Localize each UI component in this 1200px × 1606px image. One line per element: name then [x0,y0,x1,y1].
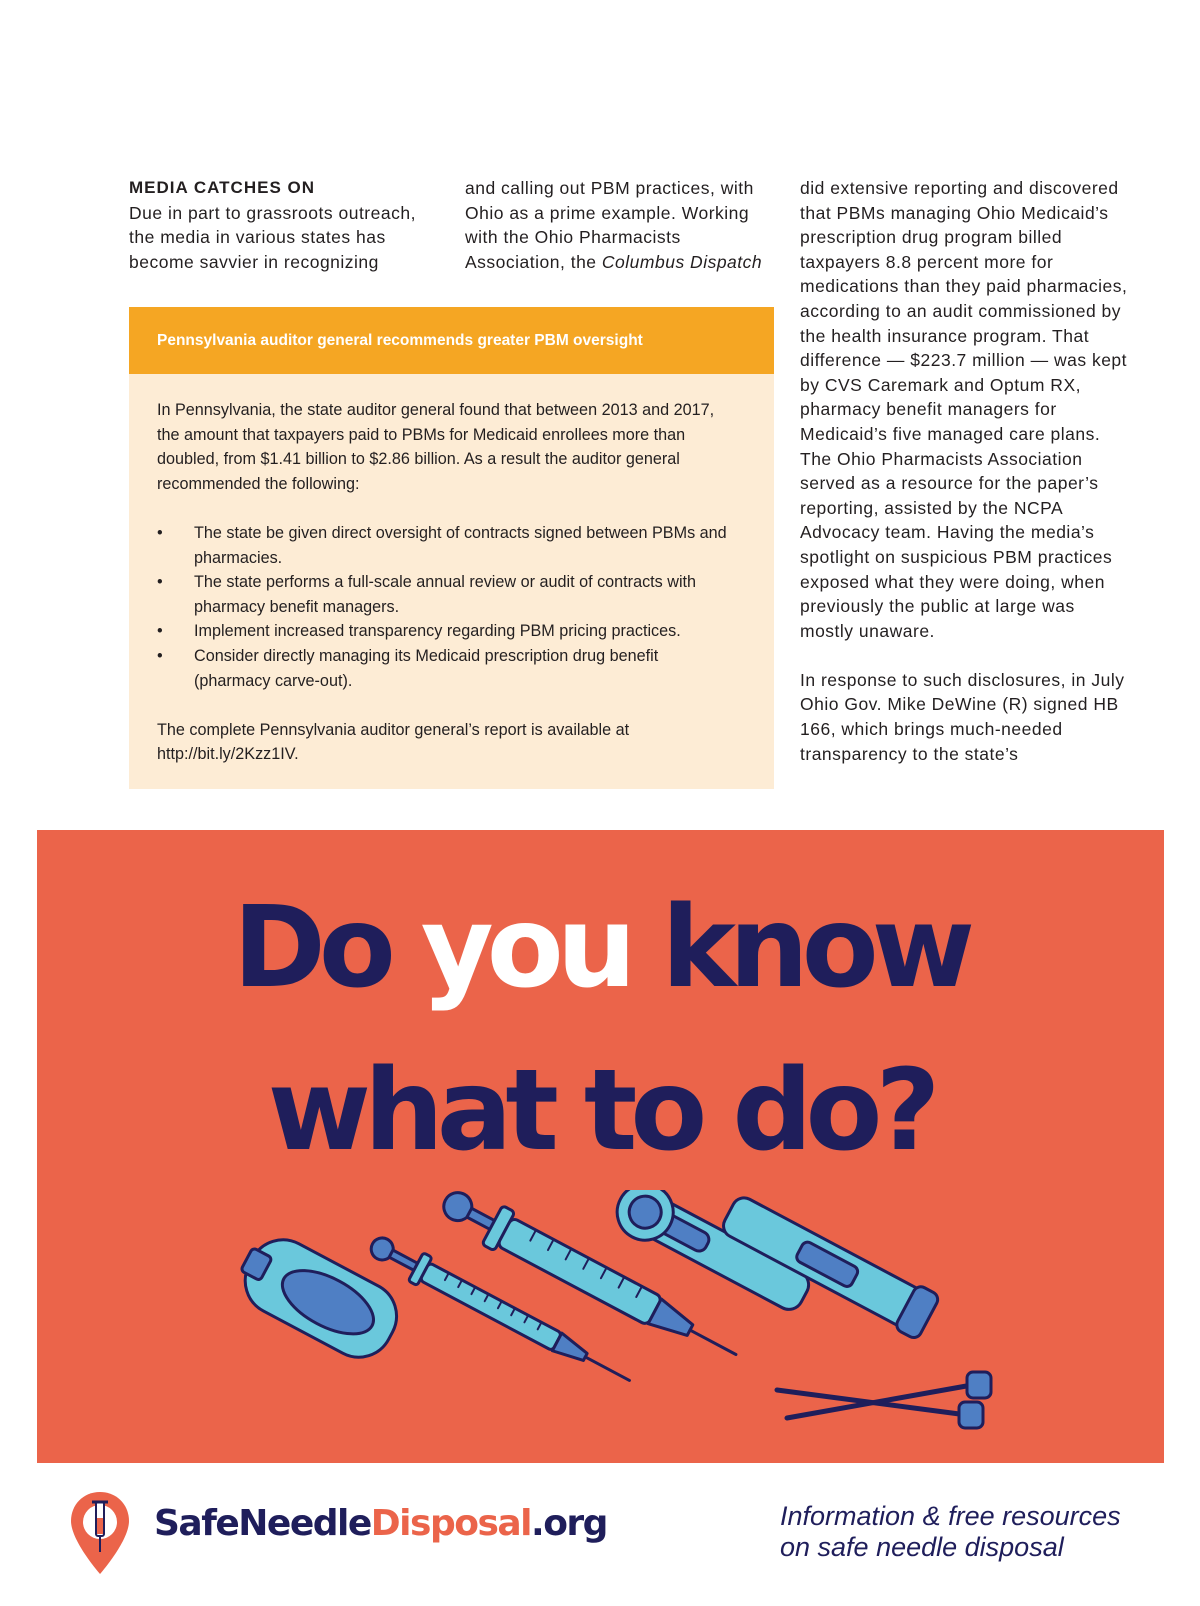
list-item: • Consider directly managing its Medicaid prescription drug benefit (pharmacy carve-out). [157,644,738,693]
brand-part-1: SafeNeedle [154,1503,371,1544]
brand-part-2: Disposal [370,1503,532,1544]
section-heading: MEDIA CATCHES ON [129,178,315,197]
tagline-line-2: on safe needle disposal [780,1532,1064,1562]
recommendation-list [157,521,738,693]
brand-part-3: .org [531,1503,607,1544]
sidebar-body [129,374,774,767]
sidebar-closing: The complete Pennsylvania auditor general’s report is available at http://bit.ly/2Kzz1IV. [157,720,630,764]
syringes-illustration [37,1190,1164,1450]
headline-you: you [420,883,630,1013]
tagline-line-1: Information & free resources [780,1501,1121,1531]
article-column-1 [129,176,439,274]
sidebar-intro: In Pennsylvania, the state auditor general found that between 2013 and 2017, the amount that taxpayers paid to PBMs for Medicaid enrollees more than doubled, from $1.41 billion to $2.86 billion. As a result the auditor general recommended the following: [157,401,715,493]
sidebar-box [129,307,774,789]
column-2-text-body: and calling out PBM practices, with Ohio as a prime example. Working with the Ohio Pharmacists Association, the [465,178,754,272]
list-item: • The state performs a full-scale annual review or audit of contracts with pharmacy benefit managers. [157,570,738,619]
ad-headline-line-1 [37,883,1164,1013]
sidebar-header [129,307,774,374]
ad-tagline [780,1501,1121,1563]
needle-location-pin-icon [67,1488,133,1580]
column-1-text: Due in part to grassroots outreach, the media in various states has become savvier in recognizing [129,202,416,272]
sidebar-title: Pennsylvania auditor general recommends greater PBM oversight [157,331,643,349]
list-item: • Implement increased transparency regarding PBM pricing practices. [157,619,738,644]
brand-wordmark [154,1503,607,1544]
advertisement-banner [37,830,1164,1463]
publication-name: Columbus Dispatch [601,251,763,272]
headline-know: know [629,883,969,1013]
column-2-text [465,176,785,274]
column-3-paragraph-1: did extensive reporting and discovered that PBMs managing Ohio Medicaid’s prescription drug program billed taxpayers 8.8 percent more for medications than they paid pharmacies, according to an audit commissioned by the health insurance program. That difference — $223.7 million — was kept by CVS Caremark and Optum RX, pharmacy benefit managers for Medicaid’s five managed care plans. The Ohio Pharmacists Association served as a resource for the paper’s reporting, assisted by the NCPA Advocacy team. Having the media’s spotlight on suspicious PBM practices exposed what they were doing, when previously the public at large was mostly unaware. [800,178,1128,641]
syringe-icon [365,1230,637,1395]
article-column-3 [800,176,1130,766]
column-3-paragraph-2: In response to such disclosures, in July Ohio Gov. Mike DeWine (R) signed HB 166, which brings much-needed transparency to the state’s [800,669,1125,764]
lancet-icon [777,1372,991,1428]
ad-headline-line-2: what to do? [267,1046,934,1176]
list-item: • The state be given direct oversight of contracts signed between PBMs and pharmacies. [157,521,738,570]
headline-do: Do [232,883,421,1013]
article-column-2 [465,176,785,274]
